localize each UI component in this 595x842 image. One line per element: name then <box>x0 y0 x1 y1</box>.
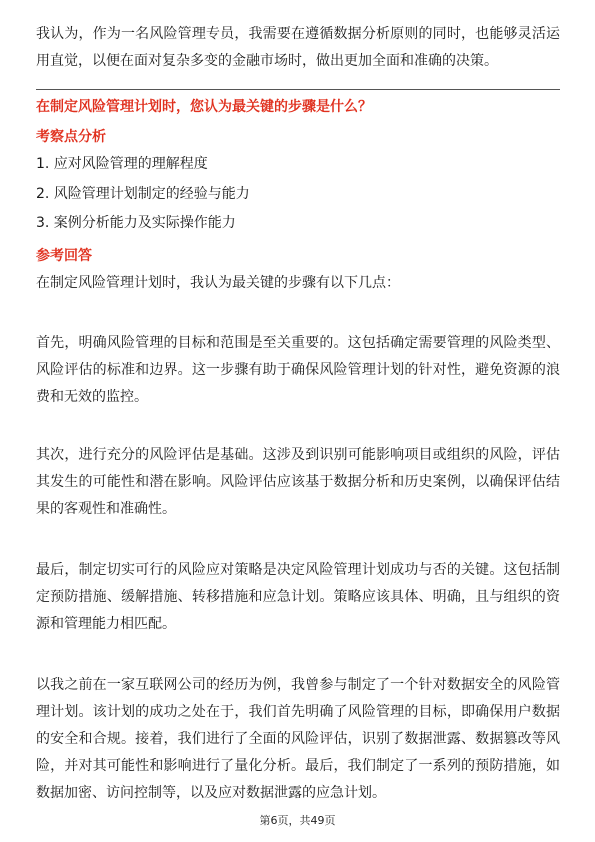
answer-paragraph: 首先，明确风险管理的目标和范围是至关重要的。这包括确定需要管理的风险类型、风险评估的标准和边界。这一步骤有助于确保风险管理计划的针对性，避免资源的浪费和无效的监控。 <box>36 335 560 405</box>
answer-paragraph: 最后，制定切实可行的风险应对策略是决定风险管理计划成功与否的关键。这包括制定预防措施、缓解措施、转移措施和应急计划。策略应该具体、明确，且与组织的资源和管理能力相匹配。 <box>36 562 560 632</box>
analysis-heading: 考察点分析 <box>36 129 106 145</box>
answer-paragraph: 其次，进行充分的风险评估是基础。这涉及到识别可能影响项目或组织的风险，评估其发生的可能性和潜在影响。风险评估应该基于数据分析和历史案例，以确保评估结果的客观性和准确性。 <box>36 447 560 517</box>
section-divider <box>36 89 560 90</box>
page-number: 第6页，共49页 <box>259 814 336 827</box>
list-item: 3. 案例分析能力及实际操作能力 <box>36 215 236 231</box>
list-item: 1. 应对风险管理的理解程度 <box>36 156 208 172</box>
answer-lead: 在制定风险管理计划时，我认为最关键的步骤有以下几点： <box>36 275 400 291</box>
list-item: 2. 风险管理计划制定的经验与能力 <box>36 185 250 202</box>
question-heading: 在制定风险管理计划时，您认为最关键的步骤是什么？ <box>36 99 372 115</box>
analysis-points-list <box>36 150 250 239</box>
intro-paragraph: 我认为，作为一名风险管理专员，我需要在遵循数据分析原则的同时，也能够灵活运用直觉，以便在面对复杂多变的金融市场时，做出更加全面和准确的决策。 <box>36 26 560 69</box>
answer-heading: 参考回答 <box>36 248 92 264</box>
answer-paragraph: 以我之前在一家互联网公司的经历为例，我曾参与制定了一个针对数据安全的风险管理计划。该计划的成功之处在于，我们首先明确了风险管理的目标，即确保用户数据的安全和合规。接着，我们进行了全面的风险评估，识别了数据泄露、数据篡改等风险，并对其可能性和影响进行了量化分析。最后，我们制定了一系列的预防措施，如数据加密、访问控制等，以及应对数据泄露的应急计划。 <box>36 677 560 801</box>
